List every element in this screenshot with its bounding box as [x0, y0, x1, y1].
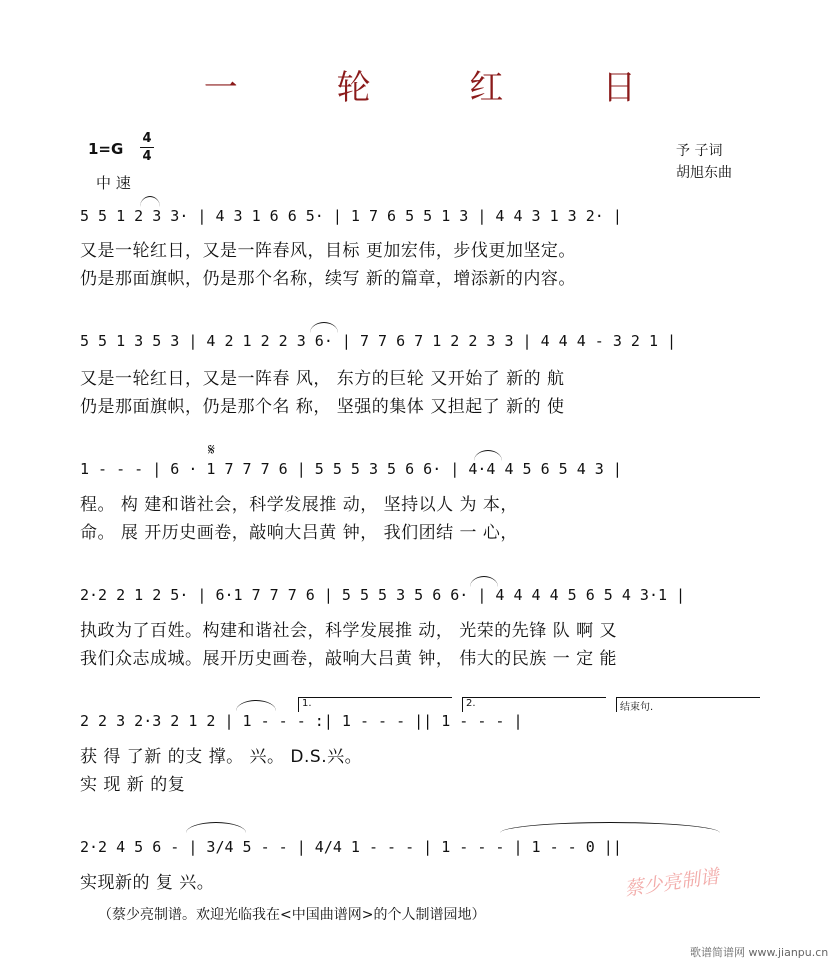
time-signature-top: 4: [142, 131, 152, 146]
slur-mark: [140, 196, 160, 207]
music-line-4: 2·2 2 1 2 5· | 6·1 7 7 7 6 | 5 5 5 3 5 6 6· | 4 4 4 4 5 6 5 4 3·1 |: [80, 586, 686, 604]
time-signature-bar: [140, 147, 154, 148]
volta-first-ending: 1.: [298, 697, 452, 712]
slur-mark: [236, 700, 276, 711]
time-signature-bottom: 4: [142, 149, 152, 164]
site-watermark: 歌谱简谱网 www.jianpu.cn: [690, 946, 829, 959]
page-title: 一 轮 红 日: [203, 68, 681, 108]
slur-mark: [470, 576, 498, 587]
lyricist-credit: 予 子词: [676, 143, 723, 159]
lyric-line-2-verse-2: 仍是那面旗帜，仍是那个名 称， 坚强的集体 又担起了 新的 使: [80, 397, 565, 417]
time-signature: [140, 131, 154, 164]
lyric-line-4-verse-2: 我们众志成城。展开历史画卷，敲响大吕黄 钟， 伟大的民族 一 定 能: [80, 649, 618, 669]
slur-mark: [500, 822, 720, 833]
music-line-3: 1 - - - | 6 · 1 7 7 7 6 | 5 5 5 3 5 6 6· | 4·4 4 5 6 5 4 3 |: [80, 460, 622, 478]
lyric-line-3-verse-1: 程。 构 建和谐社会，科学发展推 动， 坚持以人 为 本，: [80, 495, 518, 515]
lyric-line-4-verse-1: 执政为了百姓。构建和谐社会，科学发展推 动， 光荣的先锋 队 啊 又: [80, 621, 618, 641]
lyric-line-3-verse-2: 命。 展 开历史画卷，敲响大吕黄 钟， 我们团结 一 心，: [80, 523, 518, 543]
lyric-line-5-verse-1: 获 得 了新 的支 撑。 兴。 D.S.兴。: [80, 747, 363, 767]
slur-mark: [310, 322, 338, 333]
footnote: （蔡少亮制谱。欢迎光临我在<中国曲谱网>的个人制谱园地）: [98, 907, 486, 923]
lyric-line-5-verse-2: 实 现 新 的复: [80, 775, 186, 795]
tempo-marking: 中 速: [96, 174, 131, 192]
key-signature: 1=G: [88, 140, 124, 158]
slur-mark: [186, 822, 246, 833]
lyric-line-6-verse-1: 实现新的 复 兴。: [80, 873, 215, 893]
volta-second-ending: 2.: [462, 697, 606, 712]
segno-sign: 𝄋: [208, 440, 215, 459]
slur-mark: [474, 450, 502, 461]
music-line-5: 2 2 3 2·3 2 1 2 | 1 - - - :| 1 - - - || 1 - - - |: [80, 712, 523, 730]
music-line-2: 5 5 1 3 5 3 | 4 2 1 2 2 3 6· | 7 7 6 7 1 2 2 3 3 | 4 4 4 - 3 2 1 |: [80, 332, 677, 350]
lyric-line-1-verse-2: 仍是那面旗帜，仍是那个名称，续写 新的篇章，增添新的内容。: [80, 269, 576, 289]
music-line-1: 5 5 1 2 3 3· | 4 3 1 6 6 5· | 1 7 6 5 5 1 3 | 4 4 3 1 3 2· |: [80, 207, 622, 225]
music-line-6: 2·2 4 5 6 - | 3/4 5 - - | 4/4 1 - - - | 1 - - - | 1 - - 0 ||: [80, 838, 622, 856]
lyric-line-2-verse-1: 又是一轮红日，又是一阵春 风， 东方的巨轮 又开始了 新的 航: [80, 369, 565, 389]
composer-credit: 胡旭东曲: [676, 165, 732, 181]
coda-label: 结束句.: [616, 697, 760, 712]
lyric-line-1-verse-1: 又是一轮红日，又是一阵春风，目标 更加宏伟，步伐更加坚定。: [80, 241, 576, 261]
watermark-stamp: 蔡少亮制谱: [623, 865, 721, 901]
